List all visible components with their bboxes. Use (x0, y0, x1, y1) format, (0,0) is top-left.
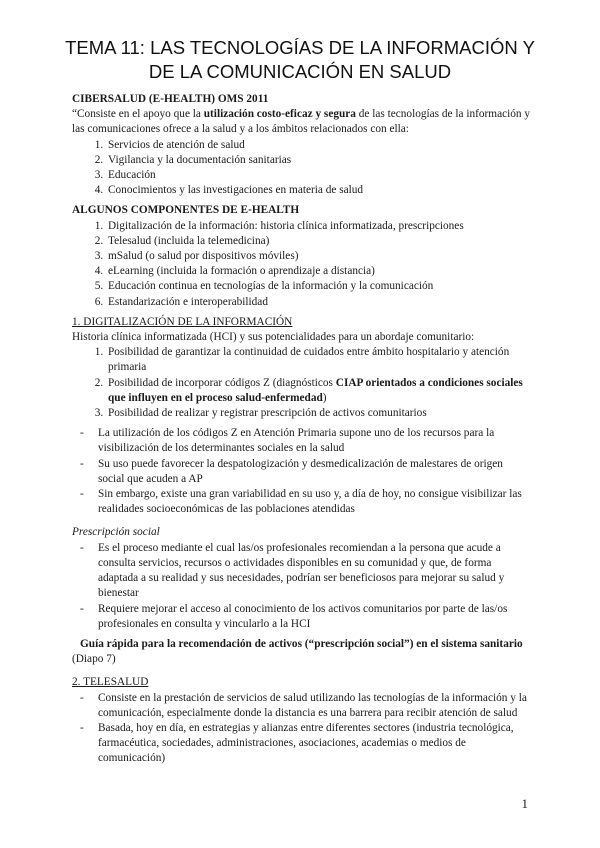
page-number: 1 (521, 796, 528, 811)
document-body (72, 92, 532, 767)
list-item: 4. eLearning (incluida la formación o aprendizaje a distancia) (106, 264, 532, 279)
page-title: TEMA 11: LAS TECNOLOGÍAS DE LA INFORMACIÓN Y DE LA COMUNICACIÓN EN SALUD (65, 37, 535, 82)
list-item: 1. Posibilidad de garantizar la continuidad de cuidados entre ámbito hospitalario y atención primaria (106, 345, 532, 375)
list-item: 2. Vigilancia y la documentación sanitarias (106, 153, 532, 168)
list-item: 6. Estandarización e interoperabilidad (106, 295, 532, 310)
list-item: - Requiere mejorar el acceso al conocimiento de los activos comunitarios por parte de las/os profesionales en consulta y vincularlo a la HCI (98, 602, 532, 632)
list-item: 3. mSalud (o salud por dispositivos móviles) (106, 249, 532, 264)
list-item: 3. Posibilidad de realizar y registrar prescripción de activos comunitarios (106, 406, 532, 421)
digitalizacion-list (72, 345, 532, 421)
list-item: 5. Educación continua en tecnologías de la información y la comunicación (106, 279, 532, 294)
list-item: 1. Servicios de atención de salud (106, 138, 532, 153)
cibersalud-heading: CIBERSALUD (E-HEALTH) OMS 2011 (72, 93, 269, 105)
list-item: 1. Digitalización de la información: historia clínica informatizada, prescripciones (106, 219, 532, 234)
list-item: - Basada, hoy en día, en estrategias y alianzas entre diferentes sectores (industria tecnológica, farmacéutica, sociedades, administraciones, asociaciones, academias o medios de comunicación) (98, 721, 532, 767)
digitalizacion-heading: 1. DIGITALIZACIÓN DE LA INFORMACIÓN (72, 315, 293, 328)
cibersalud-intro: “Consiste en el apoyo que la utilización costo-eficaz y segura de las tecnologías de la información y las comunicaciones ofrece a la salud y a los ámbitos relacionados con ella: (72, 108, 531, 136)
list-item: 2. Posibilidad de incorporar códigos Z (diagnósticos CIAP orientados a condiciones sociales que influyen en el proceso salud-enfermedad) (106, 376, 532, 406)
prescripcion-heading: Prescripción social (72, 526, 160, 539)
list-item: - La utilización de los códigos Z en Atención Primaria supone uno de los recursos para la visibilización de los determinantes sociales en la salud (98, 426, 532, 456)
telesalud-list (72, 691, 532, 767)
digitalizacion-notes (72, 426, 532, 517)
componentes-list (72, 219, 532, 310)
list-item: - Es el proceso mediante el cual las/os profesionales recomiendan a la persona que acude a consulta servicios, recursos o actividades disponibles en su comunidad y que, de forma adaptada a su realidad y sus necesidades, podrían ser beneficiosos para mejorar su salud y bienestar (98, 541, 532, 602)
list-item: - Sin embargo, existe una gran variabilidad en su uso y, a día de hoy, no consigue visibilizar las realidades socioeconómicas de las poblaciones atendidas (98, 487, 532, 517)
diapo-reference: (Diapo 7) (72, 653, 116, 666)
list-item: 3. Educación (106, 168, 532, 183)
ciap-emphasis: CIAP orientados a condiciones sociales que influyen en el proceso salud-enfermedad (108, 376, 523, 404)
cibersalud-list (72, 138, 532, 199)
cibersalud-intro-emphasis: utilización costo-eficaz y segura (203, 108, 356, 121)
list-item: 4. Conocimientos y las investigaciones en materia de salud (106, 183, 532, 198)
componentes-heading: ALGUNOS COMPONENTES DE E-HEALTH (72, 204, 300, 217)
list-item: - Consiste en la prestación de servicios de salud utilizando las tecnologías de la información y la comunicación, especialmente donde la distancia es una barrera para recibir atención de salud (98, 691, 532, 721)
digitalizacion-intro: Historia clínica informatizada (HCI) y sus potencialidades para un abordaje comunitario: (72, 331, 475, 344)
guia-rapida-title: Guía rápida para la recomendación de activos (“prescripción social”) en el sistema sanitario (80, 637, 523, 650)
list-item: 2. Telesalud (incluida la telemedicina) (106, 234, 532, 249)
list-item: - Su uso puede favorecer la despatologización y desmedicalización de malestares de origen social que acuden a AP (98, 457, 532, 487)
telesalud-heading: 2. TELESALUD (72, 676, 149, 689)
prescripcion-list (72, 541, 532, 632)
